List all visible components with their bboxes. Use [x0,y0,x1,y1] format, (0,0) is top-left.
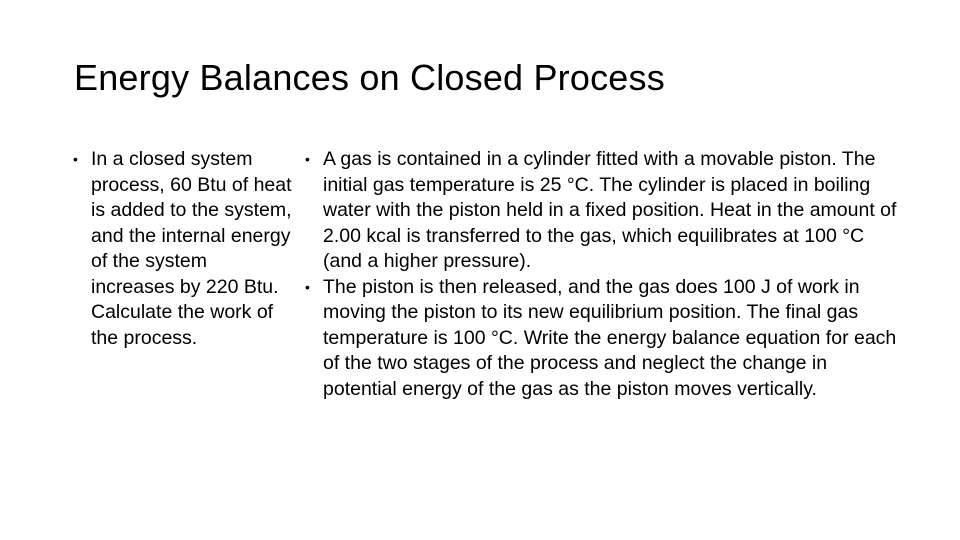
bullet-icon: • [305,278,310,295]
bullet-text: A gas is contained in a cylinder fitted with a movable piston. The initial gas temperature is 25 °C. The cylinder is placed in boiling water with the piston held in a fixed position. Heat in the amount of 2.00 kcal is transferred to the gas, which equilibrates at 100 °C (and a higher pressure). [323,148,897,272]
bullet-icon: • [305,151,310,167]
right-bullet-list [305,147,900,402]
bullet-text: In a closed system process, 60 Btu of heat is added to the system, and the internal energy of the system increases by 220 Btu. Calculate the work of the process. [91,148,292,349]
bullet-icon: • [73,151,78,167]
bullet-text: The piston is then released, and the gas does 100 J of work in moving the piston to its new equilibrium position. The final gas temperature is 100 °C. Write the energy balance equation for each of the two stages of the process and neglect the change in potential energy of the gas as the piston moves vertically. [323,275,897,400]
bullet-item [73,147,295,351]
slide-title: Energy Balances on Closed Process [74,57,665,98]
bullet-item [305,147,900,275]
left-bullet-list [73,147,295,351]
bullet-item [305,275,900,403]
